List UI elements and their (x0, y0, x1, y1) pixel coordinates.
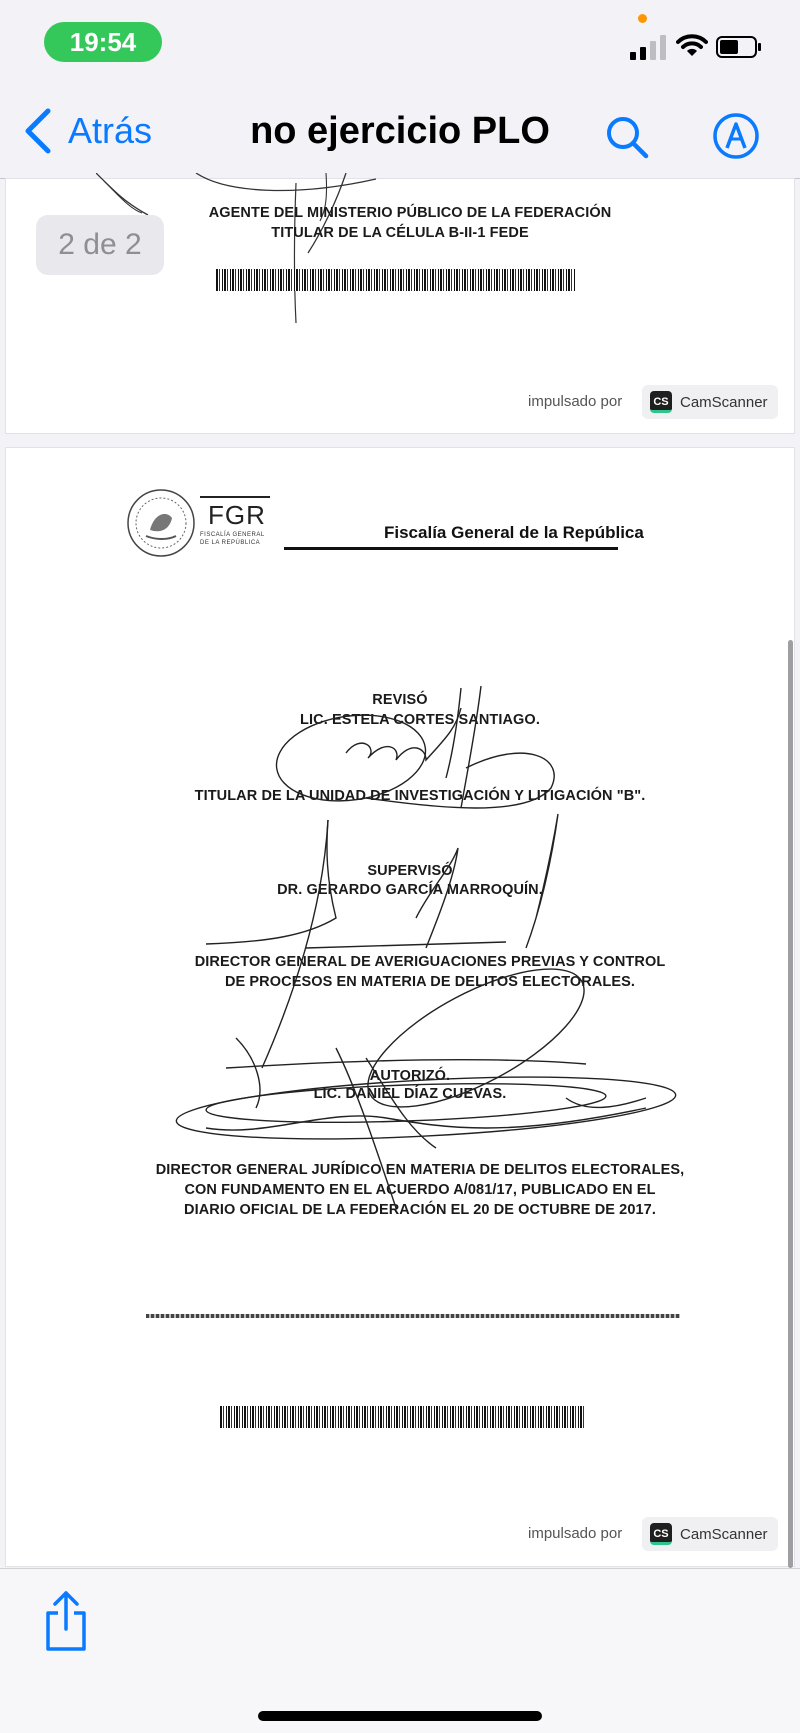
autorizo-title-3: DIARIO OFICIAL DE LA FEDERACIÓN EL 20 DE OCTUBRE DE 2017. (184, 1202, 656, 1218)
back-button[interactable] (22, 106, 152, 156)
header-rule (284, 547, 618, 550)
superviso-name: DR. GERARDO GARCÍA MARROQUÍN. (277, 882, 543, 898)
dotted-rule (146, 1314, 680, 1318)
signer-title-line-1: AGENTE DEL MINISTERIO PÚBLICO DE LA FEDERACIÓN (208, 205, 612, 221)
camscanner-badge (642, 385, 778, 419)
cellular-signal-icon (630, 34, 668, 60)
autorizo-title-1: DIRECTOR GENERAL JURÍDICO EN MATERIA DE DELITOS ELECTORALES, (155, 1162, 685, 1178)
camscanner-badge (642, 1517, 778, 1551)
search-icon[interactable] (604, 114, 650, 160)
fgr-logo-sub-2: DE LA REPÚBLICA (200, 540, 261, 546)
barcode (216, 269, 576, 291)
wifi-icon (676, 34, 708, 58)
document-title: no ejercicio PLO (250, 110, 550, 152)
battery-icon (716, 36, 762, 58)
camscanner-brand: CamScanner (680, 393, 768, 411)
barcode (220, 1406, 586, 1428)
bottom-toolbar (0, 1568, 800, 1733)
markup-pen-icon[interactable] (712, 112, 760, 160)
superviso-title-1: DIRECTOR GENERAL DE AVERIGUACIONES PREVIAS Y CONTROL (194, 954, 666, 970)
autorizo-name: LIC. DANIEL DÍAZ CUEVAS. (313, 1086, 507, 1102)
camscanner-logo-icon: CS (650, 391, 672, 413)
camscanner-brand: CamScanner (680, 1525, 768, 1543)
superviso-label: SUPERVISÓ (367, 863, 453, 879)
share-icon[interactable] (42, 1589, 90, 1653)
camscanner-logo-icon: CS (650, 1523, 672, 1545)
status-bar (0, 0, 800, 84)
camscanner-by-text: impulsado por (528, 1525, 623, 1542)
signer-title-line-2: TITULAR DE LA CÉLULA B-II-1 FEDE (271, 225, 529, 241)
chevron-left-icon (22, 107, 54, 155)
reviso-title: TITULAR DE LA UNIDAD DE INVESTIGACIÓN Y LITIGACIÓN "B". (194, 788, 646, 804)
reviso-label: REVISÓ (372, 692, 428, 708)
autorizo-title-2: CON FUNDAMENTO EN EL ACUERDO A/081/17, PUBLICADO EN EL (184, 1182, 656, 1198)
reviso-name: LIC. ESTELA CORTES SANTIAGO. (300, 712, 540, 728)
signature-image (6, 448, 794, 1448)
recording-dot-icon (638, 14, 647, 23)
camscanner-by-text: impulsado por (528, 393, 623, 410)
back-label: Atrás (68, 110, 153, 151)
document-header: Fiscalía General de la República (384, 523, 644, 542)
fgr-logo-text: FGR (208, 500, 266, 530)
logo-rule (200, 496, 270, 498)
home-indicator[interactable] (258, 1711, 542, 1721)
superviso-title-2: DE PROCESOS EN MATERIA DE DELITOS ELECTORALES. (224, 974, 636, 990)
vertical-scrollbar[interactable] (788, 640, 793, 1568)
mexico-coat-of-arms-seal (126, 488, 196, 558)
status-time[interactable]: 19:54 (44, 22, 162, 62)
fgr-logo-sub-1: FISCALÍA GENERAL (200, 532, 265, 538)
page-indicator: 2 de 2 (36, 215, 164, 275)
document-page-2[interactable] (6, 448, 794, 1566)
autorizo-label: AUTORIZÓ. (369, 1068, 451, 1084)
navigation-bar (0, 84, 800, 179)
